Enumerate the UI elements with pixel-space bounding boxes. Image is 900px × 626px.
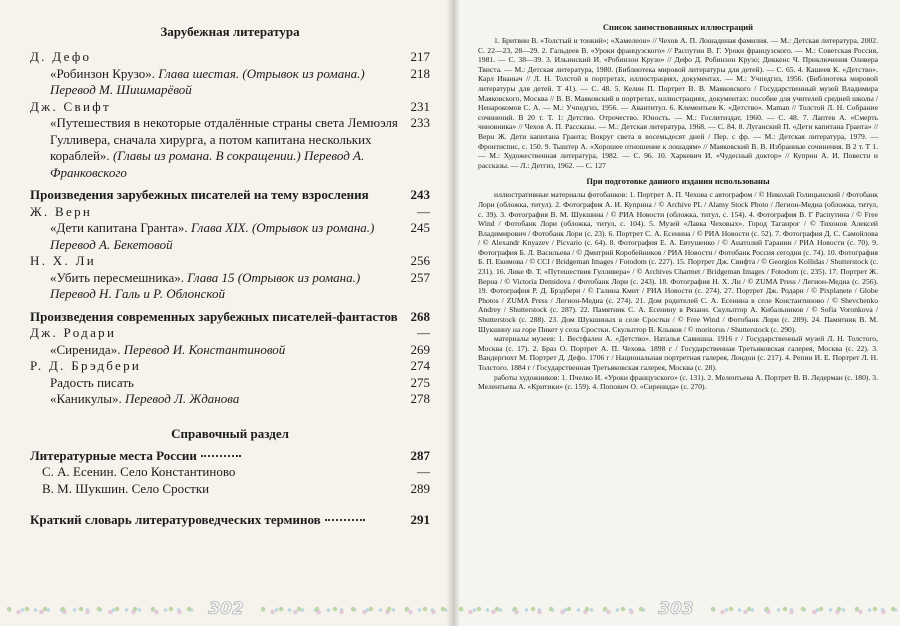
toc-section-dictionary[interactable]: Краткий словарь литературоведческих терминов 291	[30, 512, 430, 527]
toc-section-fantasy[interactable]: Произведения современных зарубежных писателей-фантастов 268	[30, 308, 430, 324]
page-number: 303	[658, 599, 694, 619]
right-page	[452, 0, 900, 626]
toc-entry-vacation[interactable]: «Каникулы». Перевод Л. Жданова 278	[50, 391, 430, 406]
book-gutter	[446, 0, 460, 626]
toc-entry-defoe[interactable]: Д. Дефо 217	[30, 49, 430, 64]
decorative-dots	[704, 603, 900, 615]
credits-title: Список заимствованных иллюстраций	[602, 22, 754, 32]
leader-dots	[325, 519, 365, 521]
page-footer-left	[0, 598, 452, 620]
toc-entry-captain-grant[interactable]: «Дети капитана Гранта». Глава XIX. (Отрывок из романа.) Перевод А. Бекетовой 245	[50, 220, 430, 252]
toc-entry-rodari[interactable]: Дж. Родари —	[30, 325, 430, 340]
toc-entry-bradbury[interactable]: Р. Д. Брэдбери 274	[30, 358, 430, 373]
toc-entry-robinson[interactable]: «Робинзон Крузо». Глава шестая. (Отрывок из романа.) Перевод М. Шишмарёвой 218	[50, 65, 430, 97]
photobank-sources: иллюстративные материалы фотобанков: 1. Портрет А. П. Чехова с автографом / © Николай Голицынский / Фотобанк Лори (обложка, титул). 2. Фотография А. И. Куприна / © Archive PL / Alamy Stock Photo / Легион-Медиа (обложка, титул, с. 39). 3. Фотография В. М. Шукшина / © РИА Новости (обложка, титул, с. 154). 4. Фотография В. Г Распутина / © Free Wind / Фотобанк Лори (обложка, титул, с. 104). 5. Музей «Лавка Чеховых». Город Таганрог / © Тихонов Алексей Владимирович / Фотобанк Лори (с. 23). 6. Портрет С. А. Есенина / © РИА Новости (с. 52). 7. Фотография Д. С. Самойлова / © Alexandr Knyazev / Picvario (с. 64). 8. Фотография Е. А. Евтушенко / © Анатолий Гаранин / РИА Новости (с. 70). 9. Фотография Б. Л. Васильева / © Дмитрий Коробейников / РИА Новости / Фотобанк Россия сегодня (с. 74). 10. Фотография Б. П. Екимова / © CCI / Bridgeman Images / Fotodom (с. 227). 15. Портрет Дж. Свифта / © Georgios Kollidas / Shutterstock (с. 231). 16. Лике Ф. Т. «Путешествия Гулливера» / © Archives Charmet / Bridgeman Images / Fotodom (с. 235). 17. Портрет Ж. Верна / © Victoria Demidova / Фотобанк Лори (с. 243). 18. Фотография Н. Х. Ли / © ZUMA Press / Легион-Медиа (с. 256). 19. Фотография Р. Д. Брэдбери / © Галина Кмит / РИА Новости (с. 274). 27. Портрет Дж. Родари / © Pixplanete / Globe Photos / ZUMA Press / Легион-Медиа (с. 274). 21. Дом родителей С. А. Есенина в селе Константиново / © Shevchenko Andrey / Shutterstock (с. 287). 22. Памятник С. А. Есенину в Рязани. Скульптор А. Кибальников / © Sofia Voronkova / Shutterstock (с. 288). 23. Дом Шукшиных в селе Сростки / © Free Wind / Фотобанк Лори (с. 289). 24. Памятник В. М. Шукшину на горе Пикет у села Сростки. Скульптор В. Клыков / © moritorus / Shutterstock (с. 290).	[478, 190, 878, 334]
toc-entry-gulliver[interactable]: «Путешествия в некоторые отдалённые страны света Лемюэля Гулливера, сначала хирурга, а потом капитана нескольких кораблей». (Главы из романа. В сокращении.) Перевод А. Франковского 233	[50, 115, 430, 180]
toc-section-growing-up[interactable]: Произведения зарубежных писателей на тему взросления 243	[30, 187, 430, 202]
page-footer-right	[452, 598, 900, 620]
artist-sources: работы художников: 1. Пчелко И. «Уроки французского» (с. 131). 2. Мелентьева А. Портрет В. В. Ледерман (с. 180). 3. Мелентьева А. «Критики» (с. 159). 4. Попович О. «Сиренида» (с. 270).	[478, 372, 878, 392]
museum-sources: материалы музеев: 1. Вестфален А. «Детство». Наталья Савишна. 1916 г / Государственный музей Л. Н. Толстого, Москва (с. 17). 2. Браз О. Портрет А. П. Чехова. 1898 г / Государственная Третьяковская галерея, Москва (с. 22). 3. Вандергюхт М. Портрет Д. Дефо. 1706 г / Национальная портретная галерея, Лондон (с. 217). 4. Репин И. Е. Портрет Л. Н. Толстого. 1884 г / Государственная Третьяковская галерея, Москва (с. 28).	[478, 334, 878, 372]
toc-entry-sirenida[interactable]: «Сиренида». Перевод И. Константиновой 269	[50, 341, 430, 357]
toc-entry-mockingbird[interactable]: «Убить пересмешника». Глава 15 (Отрывок из романа.) Перевод Н. Галь и Р. Облонской 257	[50, 269, 430, 301]
toc-entry-shukshin[interactable]: В. М. Шукшин. Село Сростки 289	[42, 480, 430, 496]
toc-entry-lee[interactable]: Н. Х. Ли 256	[30, 253, 430, 268]
leader-dots	[201, 455, 241, 457]
toc-section-literary-places[interactable]: Литературные места России 287	[30, 447, 430, 463]
page-number: 302	[208, 599, 244, 619]
toc-entry-yesenin[interactable]: С. А. Есенин. Село Константиново —	[42, 464, 430, 479]
toc-entry-swift[interactable]: Дж. Свифт 231	[30, 98, 430, 114]
section-title-reference: Справочный раздел	[171, 425, 289, 441]
decorative-dots	[452, 603, 648, 615]
decorative-dots	[0, 603, 198, 615]
decorative-dots	[254, 603, 452, 615]
toc-entry-verne[interactable]: Ж. Верн —	[30, 203, 430, 219]
toc-entry-joy-of-writing[interactable]: Радость писать 275	[50, 374, 430, 390]
sources-title: При подготовке данного издания использованы	[586, 176, 770, 187]
credits-list: 1. Бритвин В. «Толстый и тонкий»; «Хамелеон» // Чехов А. П. Лошадиная фамилия. — М.: Детская литература, 2002. С. 22—23, 28—29. 2. Гальдеев В. «Уроки французского» // Распутин В. Г. Уроки французского. — М.: Советская Россия, 1981. — С. 38—39. 3. Ильинский И. «Робинзон Крузо» // Дефо Д. Робинзон Крузо; Диккенс Ч. Приключения Оливера Твиста. — М.: Детская литература, 1980. (Библиотека мировой литературы для детей). — С. 65. 4. Кашеев К. «Детство». Карл Иваныч // Л. Н. Толстой в портретах, иллюстрациях, документах. — М.: Учпедгиз, 1956. (Библиотека мировой литературы для детей. Т 41). — С. 48. 5. Келин П. Портрет В. В. Маяковского / Государственный музей Владимира Маяковского, Москва // В. В. Маяковский в портретах, иллюстрациях, документах: пособие для учителей средней школы / Ненарокомов С. А. — М.: Учпедгиз, 1956. — Авантитул. 6. Клементьев К. «Детство». Maman // Толстой Л. Н. Собрание сочинений. В 20 т. Т. 1: Детство. Отрочество. Юность. — М.: Гослитиздат, 1960. — С. 48. 7. Лаптев А. «Смерть чиновника» // Чехов А. П. Рассказы. — М.: Детская литература, 1968. — С. 84. 8. Луганский П. «Дети капитана Гранта» // Верн Ж. Дети капитана Гранта; Вокруг света в восемьдесят дней / Пер. с фр. — М.: Детская литература, 1979. — Фронтиспис, с. 150. 9. Тыштер А. «Хорошее отношение к лошадям» // Маяковский В. В. Избранные сочинения. В 2 т. Т 1. — М.: Художественная литература, 1982. — С. 96. 10. Харкевич И. «Чудесный доктор» // Куприн А. И. Повести и рассказы. — Л.: Детгиз, 1962. — С. 127	[478, 36, 878, 170]
section-title-foreign: Зарубежная литература	[160, 24, 300, 39]
